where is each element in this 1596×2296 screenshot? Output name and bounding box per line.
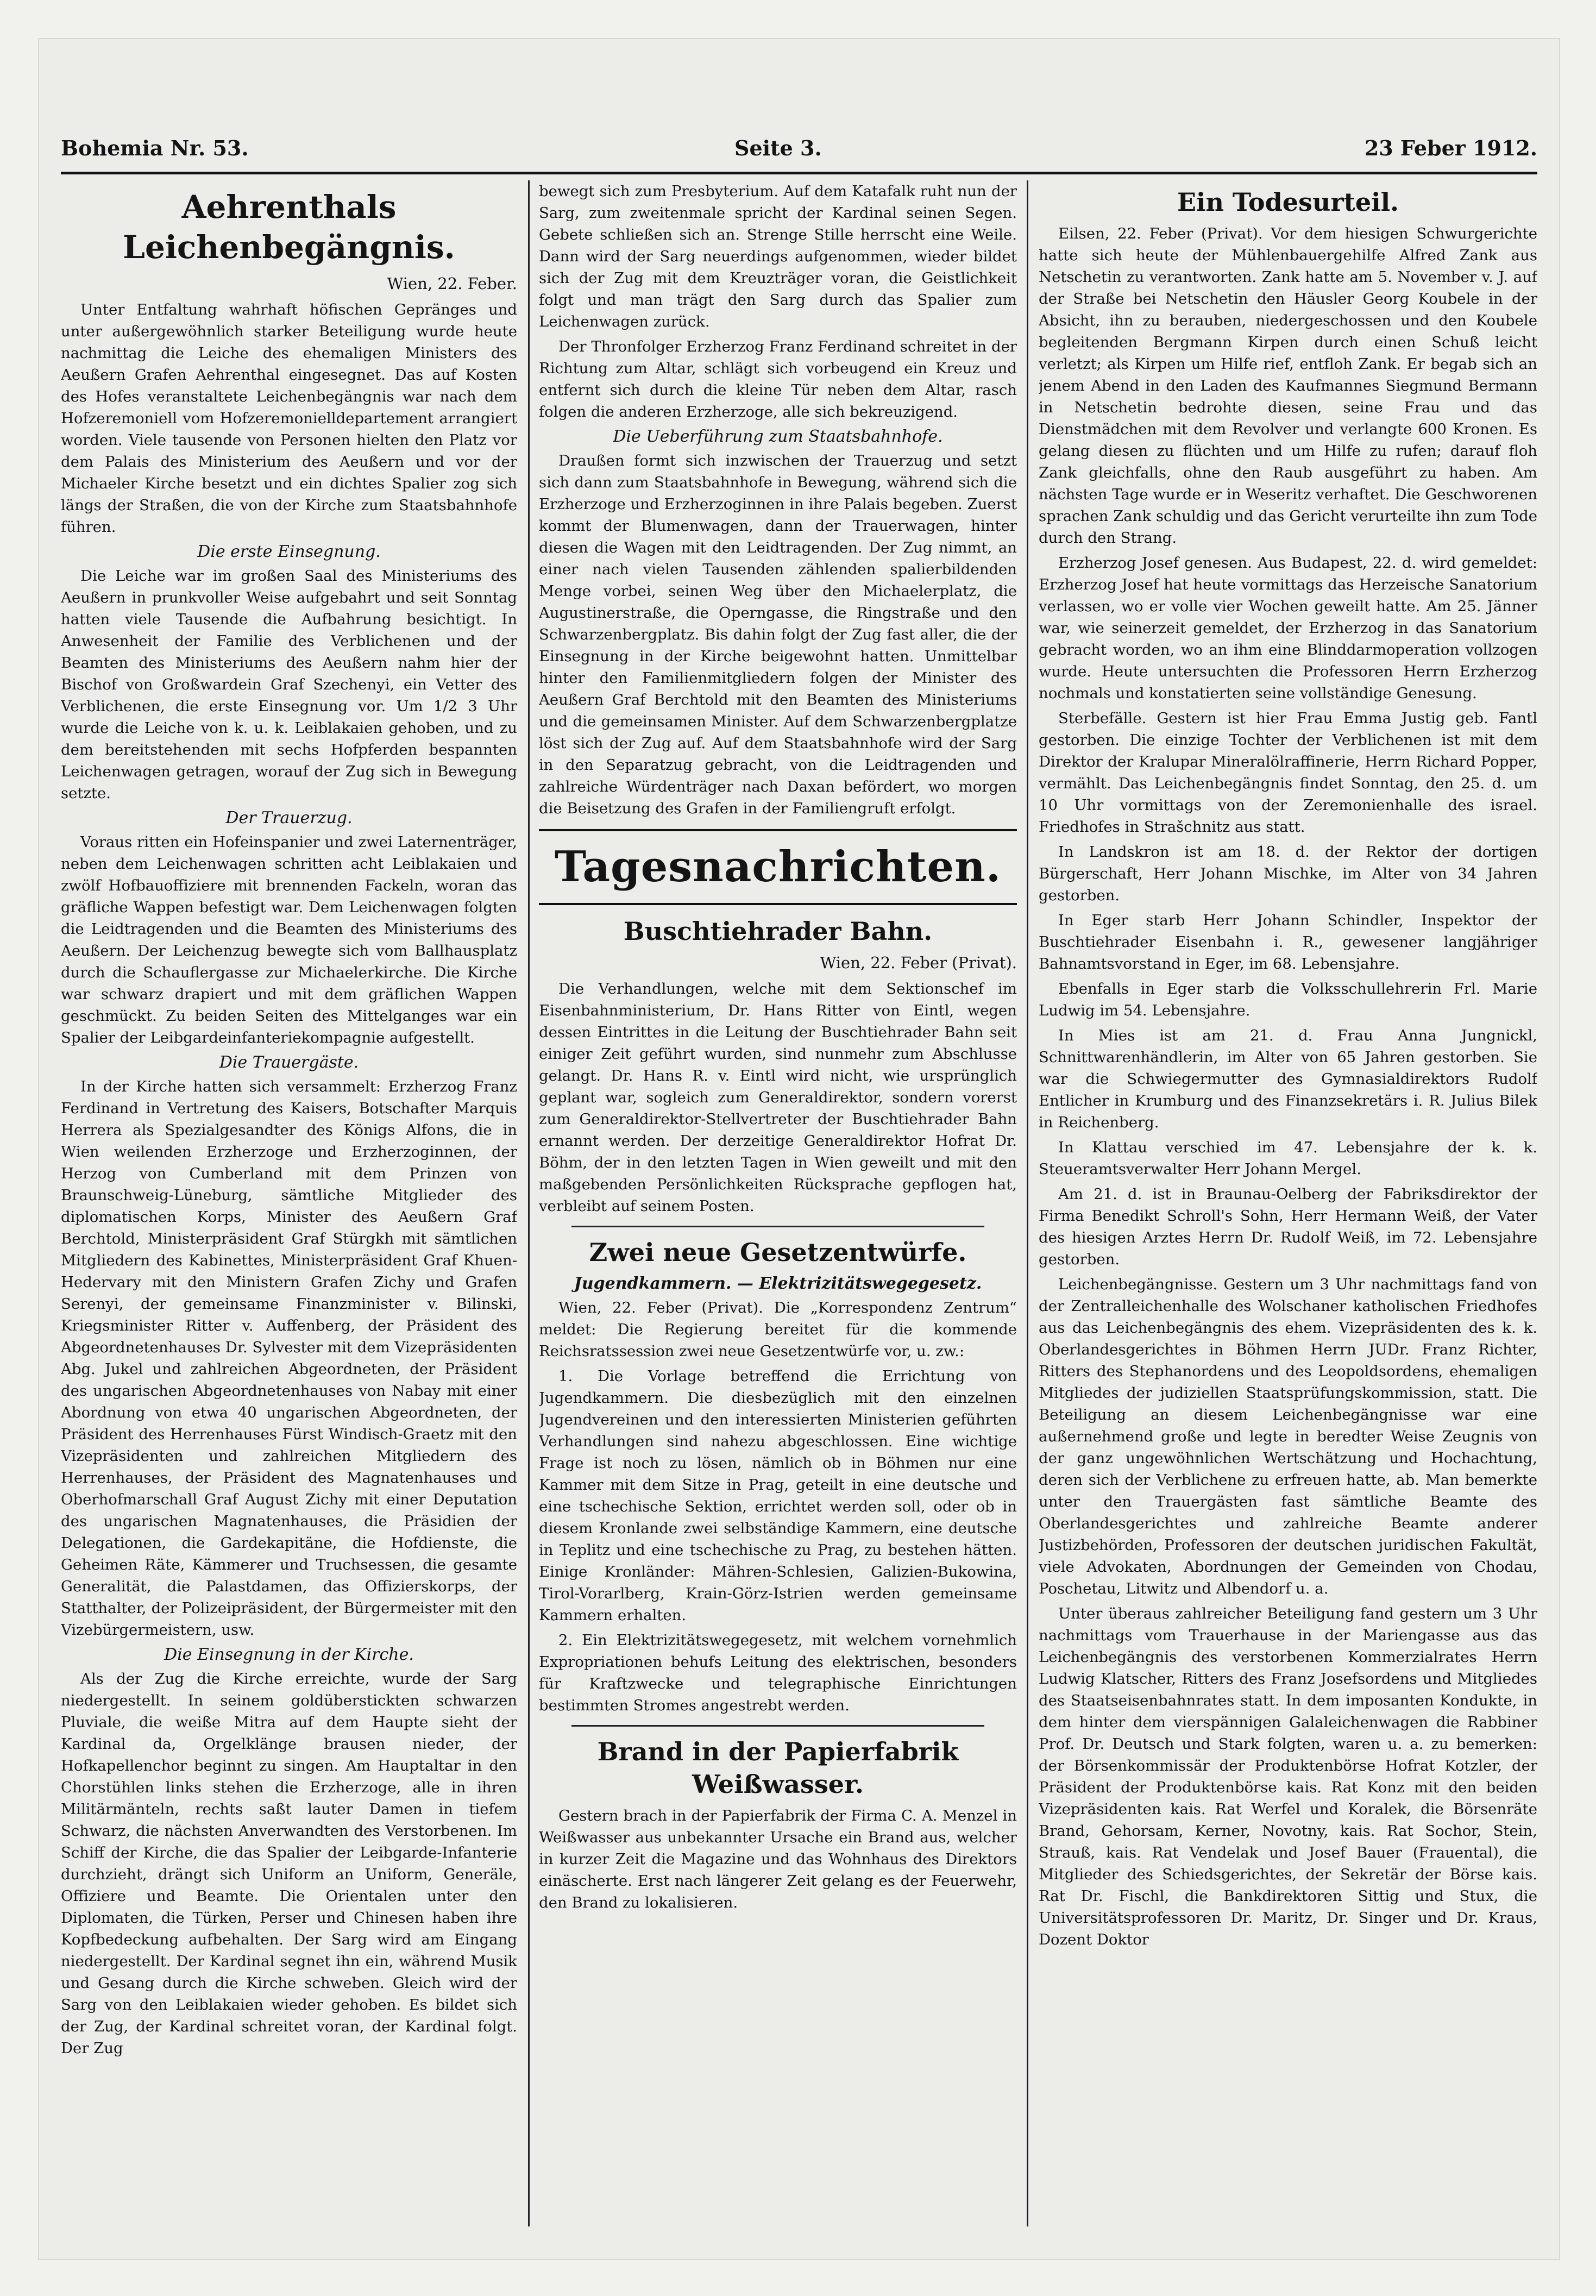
paragraph: In der Kirche hatten sich versammelt: Erzherzog Franz Ferdinand in Vertretung des Kaisers, Botschafter Marquis Herrera als Spezialgesandter des Königs Alfons, die in Wien weilenden Erzherzoge und Erzherzoginnen, der Herzog von Cumberland mit dem Prinzen von Braunschweig-Lüneburg, sämtliche Mitglieder des diplomatischen Korps, Minister des Aeußern Graf Berchtold, Ministerpräsident Graf Stürgkh mit sämtlichen Mitgliedern des Kabinettes, Ministerpräsident Graf Khuen-Hedervary mit den Ministern Grafen Zichy und Grafen Serenyi, der gemeinsame Finanzminister v. Bilinski, Kriegsminister Ritter v. Auffenberg, der Präsident des Abgeordnetenhauses Dr. Sylvester mit dem Vizepräsidenten Abg. Jukel und zahlreichen Abgeordneten, der Präsident des ungarischen Abgeordnetenhauses von Nabay mit einer Abordnung von etwa 40 ungarischen Abgeordneten, der Präsident des Herrenhauses Fürst Windisch-Graetz mit den Vizepräsidenten und zahlreichen Mitgliedern des Herrenhauses, der Präsident des Magnatenhauses und Oberhofmarschall Graf August Zichy mit einer Deputation des ungarischen Magnatenhauses, die Präsidien der Delegationen, die Gardekapitäne, die Hofdienste, die Geheimen Räte, Kämmerer und Truchsessen, die gesamte Generalität, die Palastdamen, das Offizierskorps, der Statthalter, der Polizeipräsident, der Bürgermeister mit den Vizebürgermeistern, usw. [61,1078,517,1639]
column-3 [1039,180,1537,2226]
header-rule [61,172,1537,174]
paragraph: Der Thronfolger Erzherzog Franz Ferdinand schreitet in der Richtung zum Altar, schlägt sich vorbeugend ein Kreuz und entfernt sich durch die kleine Tür neben dem Altar, rasch folgen die anderen Erzherzoge, alle sich bekreuzigend. [539,338,1017,421]
dateline: Wien, 22. Feber (Privat). [820,953,1017,972]
paragraph: Ebenfalls in Eger starb die Volksschullehrerin Frl. Marie Ludwig im 54. Lebensjahre. [1039,980,1537,1019]
article-title-buschtiehrader: Buschtiehrader Bahn. [623,917,933,946]
paragraph: Voraus ritten ein Hofeinspanier und zwei Laternenträger, neben dem Leichenwagen schritten acht Leiblakaien und zwölf Hofbauoffiziere mit brennenden Fackeln, woran das gräfliche Wappen befestigt war. Dem Leichenwagen folgten die Leidtragenden und die Beamten des Ministeriums des Aeußern. Der Leichenzug bewegte sich vom Ballhausplatz durch die Schauflergasse zur Michaelerkirche. Die Kirche war schwarz drapiert und mit dem gräflichen Wappen geschmückt. Zu beiden Seiten des Mittelganges war ein Spalier der Leibgardeinfanteriekompagnie aufgestellt. [61,833,517,1046]
paragraph: 1. Die Vorlage betreffend die Errichtung von Jugendkammern. Die diesbezüglich mit den einzelnen Jugendvereinen und den interessierten Ministerien geführten Verhandlungen sind nahezu abgeschlossen. Eine wichtige Frage ist noch zu lösen, nämlich ob in Böhmen nur eine Kammer mit dem Sitze in Prag, geteilt in eine deutsche und eine tschechische Sektion, errichtet werden soll, oder ob in diesem Kronlande zwei selbständige Kammern, eine deutsche in Teplitz und eine tschechische zu Prag, zu bestehen hätten. Einige Kronländer: Mähren-Schlesien, Galizien-Bukowina, Tirol-Vorarlberg, Krain-Görz-Istrien werden gemeinsame Kammern erhalten. [539,1367,1017,1624]
subheading: Die erste Einsegnung. [197,542,381,561]
section-rule [539,903,1017,905]
paragraph: In Klattau verschied im 47. Lebensjahre der k. k. Steueramtsverwalter Herr Johann Mergel. [1039,1139,1537,1178]
article-separator [571,1725,984,1727]
paragraph: Leichenbegängnisse. Gestern um 3 Uhr nachmittags fand von der Zentralleichenhalle des Wolschaner katholischen Friedhofes aus das Leichenbegängnis des ehem. Vizepräsidenten des k. k. Oberlandesgerichtes in Böhmen Herrn JUDr. Franz Richter, Ritters des Stephanordens und des Leopoldsordens, ehemaligen Mitgliedes der judiziellen Staatsprüfungskommission, statt. Die Beteiligung an diesem Leichenbegängnisse war eine außernehmend große und legte in beredter Weise Zeugnis von der ganz ungewöhnlichen Wertschätzung und Hochachtung, deren sich der Verblichene zu erfreuen hatte, ab. Man bemerkte unter den Trauergästen fast sämtliche Beamte des Oberlandesgerichtes und zahlreiche Beamte anderer Justizbehörden, Professoren der deutschen juridischen Fakultät, viele Advokaten, Abordnungen der Gemeinden von Chodau, Poschetau, Litwitz und Albendorf u. a. [1039,1276,1537,1597]
paragraph: Unter Entfaltung wahrhaft höfischen Gepränges und unter außergewöhnlich starker Beteiligung wurde heute nachmittag die Leiche des ehemaligen Ministers des Aeußern Grafen Aehrenthal eingesegnet. Das auf Kosten des Hofes veranstaltete Leichenbegängnis war nach dem Hofzeremoniell vom Hofzeremonielldepartement arrangiert worden. Viele tausende von Personen hielten den Platz vor dem Palais des Ministerium des Aeußern und vor der Michaeler Kirche besetzt und ein dichtes Spalier zog sich längs der Straßen, die von der Kirche zum Staatsbahnhofe führen. [61,301,517,536]
paragraph: Erzherzog Josef genesen. Aus Budapest, 22. d. wird gemeldet: Erzherzog Josef hat heute vormittags das Herzeische Sanatorium verlassen, wo er volle vier Wochen geweilt hatte. Am 25. Jänner war, wie seinerzeit gemeldet, der Erzherzog in das Sanatorium gebracht worden, wo an ihm eine Blinddarmoperation vollzogen wurde. Heute untersuchten die Professoren Herrn Erzherzog nochmals und konstatierten seine vollständige Genesung. [1039,554,1537,702]
column-rule-1 [528,180,530,2226]
masthead-issue: Bohemia Nr. 53. [61,136,249,160]
page-header [61,136,1537,168]
paragraph: Wien, 22. Feber (Privat). Die „Korrespondenz Zentrum“ meldet: Die Regierung bereitet für die kommende Reichsratssession zwei neue Gesetzentwürfe vor, u. zw.: [539,1299,1017,1360]
dateline: Wien, 22. Feber. [387,274,517,293]
subheading: Jugendkammern. — Elektrizitätswegegesetz. [574,1274,982,1293]
paragraph: 2. Ein Elektrizitätswegegesetz, mit welchem vornehmlich Expropriationen behufs Leitung des elektrischen, besonders für Kraftzwecke und telegraphische Einrichtungen bestimmten Stromes angestrebt werden. [539,1632,1017,1714]
paragraph: bewegt sich zum Presbyterium. Auf dem Katafalk ruht nun der Sarg, zum zweitenmale spricht der Kardinal seinen Segen. Gebete schließen sich an. Strenge Stille herrscht eine Weile. Dann wird der Sarg neuerdings aufgenommen, wieder bildet sich der Zug mit dem Kreuzträger voran, die Geistlichkeit folgt und man trägt den Sarg durch das Spalier zum Leichenwagen zurück. [539,183,1017,330]
section-rule [539,829,1017,831]
newspaper-page [38,38,1560,2260]
paragraph: Sterbefälle. Gestern ist hier Frau Emma Justig geb. Fantl gestorben. Die einzige Tochter der Verblichenen ist mit dem Direktor der Kralupar Mineralölraffinerie, Herrn Richard Popper, vermählt. Das Leichenbegängnis findet Sonntag, den 25. d. um 10 Uhr vormittags von der Zeremonienhalle des israel. Friedhofes in Strašchnitz aus statt. [1039,710,1537,836]
section-title-tagesnachrichten: Tagesnachrichten. [554,842,1002,892]
paragraph: Als der Zug die Kirche erreichte, wurde der Sarg niedergestellt. In seinem goldüberstickten schwarzen Pluviale, die weiße Mitra auf dem Haupte sieht der Kardinal da, Orgelklänge brausen nieder, der Hofkapellenchor beginnt zu singen. Am Hauptaltar in den Chorstühlen links stehen die Erzherzoge, alle in ihren Militärmänteln, rechts saßt lauter Damen in tiefem Schwarz, die nächsten Anverwandten des Verstorbenen. Im Schiff der Kirche, die das Spalier der Leibgarde-Infanterie durchzieht, drängt sich Uniform an Uniform, Generäle, Offiziere und Beamte. Die Orientalen unter den Diplomaten, die Türken, Perser und Chinesen haben ihre Kopfbedeckung aufbehalten. Der Sarg wird am Eingang niedergestellt. Der Kardinal segnet ihn ein, während Musik und Gesang durch die Kirche schweben. Gleich wird der Sarg von den Leiblakaien wieder gehoben. Es bildet sich der Zug, der Kardinal schreitet voran, der Kardinal folgt. Der Zug [61,1670,517,2057]
paragraph: Die Leiche war im großen Saal des Ministeriums des Aeußern in prunkvoller Weise aufgebahrt und seit Sonntag hatten viele Tausende die Aufbahrung besichtigt. In Anwesenheit der Familie des Verblichenen und der Beamten des Ministeriums des Aeußern nahm hier der Bischof von Großwardein Graf Szechenyi, ein Vetter des Verblichenen, die erste Einsegnung vor. Um 1/2 3 Uhr wurde die Leiche von k. u. k. Leiblakaien gehoben, und zu dem bereitstehenden mit sechs Hofpferden bespannten Leichenwagen getragen, worauf der Zug sich in Bewegung setzte. [61,567,517,802]
page-number: Seite 3. [734,136,822,160]
issue-date: 23 Feber 1912. [1364,136,1537,160]
column-2 [539,180,1017,2226]
paragraph: In Eger starb Herr Johann Schindler, Inspektor der Buschtiehrader Eisenbahn i. R., gewesener langjähriger Bahnamtsvorstand in Eger, im 68. Lebensjahre. [1039,912,1537,973]
article-title-aehrenthal: Aehrenthals Leichenbegängnis. [123,189,455,266]
article-separator [571,1226,984,1227]
paragraph: Unter überaus zahlreicher Beteiligung fand gestern um 3 Uhr nachmittags vom Trauerhause in der Mariengasse aus das Leichenbegängnis des verstorbenen Kommerzialrates Herrn Ludwig Klatscher, Ritters des Franz Josefsordens und Mitgliedes des Staatseisenbahnrates statt. In dem imposanten Kondukte, in dem hinter dem vierspännigen Galaleichenwagen die Rabbiner Prof. Dr. Deutsch und Stark folgten, waren u. a. zu bemerken: der Börsenkommissär der Produktenbörse Hofrat Kotzler, der Präsident der Produktenbörse kais. Rat Konz mit den beiden Vizepräsidenten kais. Rat Werfel und Koralek, die Börsenräte Brand, Gehorsam, Kerner, Novotny, kais. Rat Sochor, Stein, Strauß, kais. Rat Vendelak und Josef Bauer (Frauental), die Mitglieder des Schiedsgerichtes, der Sekretär der Börse kais. Rat Dr. Fischl, die Bankdirektoren Sittig und Stux, die Universitätsprofessoren Dr. Maritz, Dr. Singer und Dr. Kraus, Dozent Doktor [1039,1605,1537,1948]
article-title-brand: Brand in der Papierfabrik Weißwasser. [597,1737,959,1799]
paragraph: Gestern brach in der Papierfabrik der Firma C. A. Menzel in Weißwasser aus unbekannter Ursache ein Brand aus, welcher in kurzer Zeit die Magazine und das Wohnhaus des Direktors einäscherte. Erst nach längerer Zeit gelang es der Feuerwehr, den Brand zu lokalisieren. [539,1807,1017,1911]
subheading: Die Einsegnung in der Kirche. [164,1645,414,1664]
paragraph: Die Verhandlungen, welche mit dem Sektionschef im Eisenbahnministerium, Dr. Hans Ritter von Eintl, wegen dessen Eintrittes in die Leitung der Buschtiehrader Bahn seit einiger Zeit geführt wurden, sind nunmehr zum Abschlusse gelangt. Dr. Hans R. v. Eintl wird nicht, wie ursprünglich geplant war, sogleich zum Generaldirektor, sondern vorerst zum Generaldirektor-Stellvertreter der Buschtiehrader Bahn ernannt werden. Der derzeitige Generaldirektor Hofrat Dr. Böhm, der in den letzten Tagen in Wien geweilt und mit den maßgebenden Persönlichkeiten Rücksprache gepflogen hat, verbleibt auf seinem Posten. [539,980,1017,1215]
column-1 [61,180,517,2226]
subheading: Die Trauergäste. [219,1053,359,1072]
article-title-gesetzentwuerfe: Zwei neue Gesetzentwürfe. [589,1238,967,1267]
paragraph: In Mies ist am 21. d. Frau Anna Jungnickl, Schnittwarenhändlerin, im Alter von 65 Jahren gestorben. Sie war die Schwiegermutter des Gymnasialdirektors Rudolf Entlicher in Krumburg und des Finanzsekretärs i. R. Julius Bilek in Reichenberg. [1039,1027,1537,1131]
subheading: Die Ueberführung zum Staatsbahnhofe. [613,427,943,446]
column-rule-2 [1027,180,1028,2226]
article-title-todesurteil: Ein Todesurteil. [1177,187,1399,217]
paragraph: Eilsen, 22. Feber (Privat). Vor dem hiesigen Schwurgerichte hatte sich heute der Mühlenbauergehilfe Alfred Zank aus Netschetin zu verantworten. Zank hatte am 5. November v. J. auf der Straße bei Netschetin den Häusler Georg Koubele in der Absicht, ihn zu berauben, niedergeschossen und den Koubele begleitenden Bergmann Kirpen durch einen Schuß leicht verletzt; als Kirpen um Hilfe rief, entfloh Zank. Er begab sich an jenem Abend in den Laden des Kaufmannes Siegmund Bermann in Netschetin bedrohte diesen, seine Frau und das Dienstmädchen mit dem Revolver und verlangte 600 Kronen. Es gelang diesen zu flüchten und um Hilfe zu rufen; darauf floh Zank gleichfalls, ohne den Raub ausgeführt zu haben. Am nächsten Tage wurde er in Weseritz verhaftet. Die Geschworenen sprachen Zank schuldig und das Gericht verurteilte ihn zum Tode durch den Strang. [1039,225,1537,547]
paragraph: Draußen formt sich inzwischen der Trauerzug und setzt sich dann zum Staatsbahnhofe in Bewegung, während sich die Erzherzoge und Erzherzoginnen in ihre Palais begeben. Zuerst kommt der Blumenwagen, dann der Trauerwagen, hinter diesen die Wagen mit den Leidtragenden. Der Zug nimmt, an einer nach vielen Tausenden zählenden spalierbildenden Menge vorbei, seinen Weg über den Michaelerplatz, die Augustinerstraße, die Operngasse, die Ringstraße und den Schwarzenbergplatz. Bis dahin folgt der Zug fast aller, die der Einsegnung in der Kirche beigewohnt hatten. Unmittelbar hinter den Familienmitgliedern folgen der Minister des Aeußern Graf Berchtold mit den Beamten des Ministeriums und die gemeinsamen Minister. Auf dem Schwarzenbergplatze löst sich der Zug auf. Auf dem Staatsbahnhofe wird der Sarg in den Separatzug gebracht, von die Leidtragenden und zahlreiche Würdenträger nach Daxan befördert, wo morgen die Beisetzung des Grafen in der Familiengruft erfolgt. [539,452,1017,817]
subheading: Der Trauerzug. [225,808,353,827]
paragraph: In Landskron ist am 18. d. der Rektor der dortigen Bürgerschaft, Herr Johann Mischke, im Alter von 34 Jahren gestorben. [1039,843,1537,904]
paragraph: Am 21. d. ist in Braunau-Oelberg der Fabriksdirektor der Firma Benedikt Schroll's Sohn, Herr Hermann Weiß, der Vater des hiesigen Arztes Herrn Dr. Rudolf Weiß, im 72. Lebensjahre gestorben. [1039,1185,1537,1268]
